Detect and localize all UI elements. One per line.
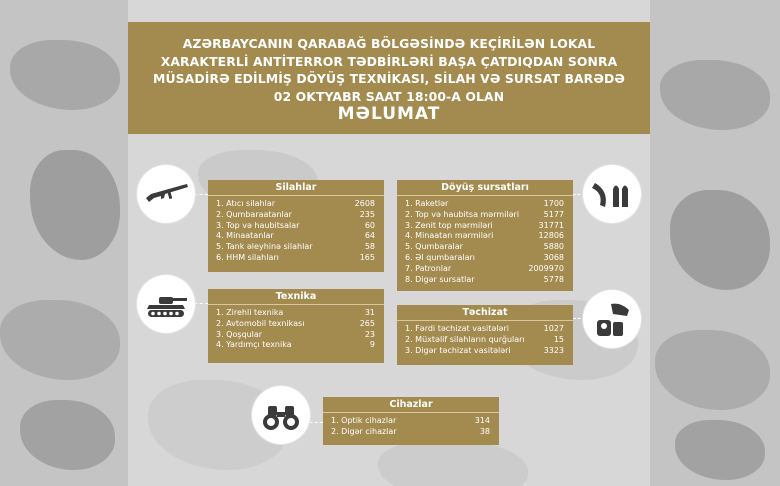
item-value: 5880 xyxy=(543,242,564,252)
ammo-icon xyxy=(583,165,641,223)
panel-title: Təchizat xyxy=(397,305,573,321)
item-label: 3. Top və haubitsalar xyxy=(216,220,300,230)
item-label: 1. Fərdi təchizat vasitələri xyxy=(405,324,509,333)
item-value: 3323 xyxy=(543,345,564,355)
list-item xyxy=(405,264,564,275)
right-background xyxy=(650,0,780,486)
item-label: 1. Zirehli texnika xyxy=(216,308,284,317)
item-value: 3068 xyxy=(543,252,564,262)
left-background xyxy=(0,0,128,486)
header-subtitle: MƏLUMAT xyxy=(337,104,441,124)
item-value: 5177 xyxy=(543,209,564,219)
list-item xyxy=(216,231,375,242)
item-value: 1700 xyxy=(543,199,564,208)
item-value: 2608 xyxy=(354,199,375,208)
item-value: 314 xyxy=(474,416,490,425)
item-label: 5. Qumbaralar xyxy=(405,242,463,252)
item-label: 4. Yardımçı texnika xyxy=(216,340,292,350)
list-item xyxy=(216,330,375,341)
list-item xyxy=(216,221,375,232)
item-label: 3. Qoşqular xyxy=(216,329,263,339)
item-label: 1. Atıcı silahlar xyxy=(216,199,276,208)
panel-title: Texnika xyxy=(208,289,384,305)
item-value: 38 xyxy=(479,426,490,436)
item-label: 2. Müxtəlif silahların qurğuları xyxy=(405,334,525,344)
panel-sursatlar xyxy=(397,180,573,291)
binoculars-icon xyxy=(252,386,310,444)
list-item xyxy=(405,324,564,335)
item-value: 1027 xyxy=(543,324,564,333)
item-value: 15 xyxy=(553,334,564,344)
item-label: 7. Patronlar xyxy=(405,263,452,273)
infographic xyxy=(128,0,650,486)
item-value: 5778 xyxy=(543,274,564,284)
list-item xyxy=(331,427,490,438)
list-item xyxy=(405,199,564,210)
rifle-icon xyxy=(137,165,195,223)
list-item xyxy=(405,231,564,242)
tank-icon xyxy=(137,275,195,333)
item-value: 58 xyxy=(364,242,375,252)
panel-techizat xyxy=(397,305,573,365)
item-label: 3. Zenit top mərmiləri xyxy=(405,220,493,230)
item-label: 4. Minaatan mərmiləri xyxy=(405,231,494,241)
list-item xyxy=(405,221,564,232)
list-item xyxy=(405,242,564,253)
item-label: 1. Optik cihazlar xyxy=(331,416,397,425)
item-value: 64 xyxy=(364,231,375,241)
item-label: 3. Digər təchizat vasitələri xyxy=(405,345,511,355)
item-label: 2. Qumbaraatanlar xyxy=(216,209,292,219)
list-item xyxy=(216,340,375,351)
list-item xyxy=(216,242,375,253)
panel-title: Döyüş sursatları xyxy=(397,180,573,196)
header-title: AZƏRBAYCANIN QARABAĞ BÖLGƏSİNDƏ KEÇİRİLƏN LOKAL XARAKTERLİ ANTİTERROR TƏDBİRLƏRİ BAŞA ÇATDIQDAN SONRA MÜSADİRƏ EDİLMİŞ DÖYÜŞ TEXNİKASI, SİLAH VƏ SURSAT BARƏDƏ 02 OKTYABR SAAT 18:00-A OLAN xyxy=(153,36,625,104)
item-label: 2. Top və haubitsa mərmiləri xyxy=(405,209,520,219)
item-value: 265 xyxy=(359,318,375,328)
item-value: 235 xyxy=(359,209,375,219)
item-label: 6. HHM silahları xyxy=(216,252,279,262)
item-value: 23 xyxy=(364,329,375,339)
item-label: 1. Raketlər xyxy=(405,199,449,208)
list-item xyxy=(331,416,490,427)
item-label: 5. Tank əleyhinə silahlar xyxy=(216,242,313,252)
item-label: 2. Digər cihazlar xyxy=(331,426,397,436)
item-label: 4. Minaatanlar xyxy=(216,231,274,241)
list-item xyxy=(405,335,564,346)
item-label: 2. Avtomobil texnikası xyxy=(216,318,305,328)
list-item xyxy=(405,210,564,221)
item-label: 8. Digər sursatlar xyxy=(405,274,475,284)
panel-cihazlar xyxy=(323,397,499,445)
equipment-icon xyxy=(583,290,641,348)
item-value: 31 xyxy=(364,308,375,317)
item-value: 165 xyxy=(359,252,375,262)
item-label: 6. Əl qumbaraları xyxy=(405,252,475,262)
item-value: 12806 xyxy=(538,231,564,241)
panel-title: Cihazlar xyxy=(323,397,499,413)
list-item xyxy=(216,210,375,221)
item-value: 60 xyxy=(364,220,375,230)
list-item xyxy=(216,319,375,330)
item-value: 2009970 xyxy=(528,263,564,273)
panel-silahlar xyxy=(208,180,384,272)
list-item xyxy=(216,308,375,319)
list-item xyxy=(216,253,375,264)
list-item xyxy=(405,346,564,357)
item-value: 31771 xyxy=(538,220,564,230)
list-item xyxy=(405,253,564,264)
panel-texnika xyxy=(208,289,384,363)
header-banner xyxy=(128,22,650,134)
panel-title: Silahlar xyxy=(208,180,384,196)
list-item xyxy=(216,199,375,210)
item-value: 9 xyxy=(369,340,375,350)
list-item xyxy=(405,275,564,286)
